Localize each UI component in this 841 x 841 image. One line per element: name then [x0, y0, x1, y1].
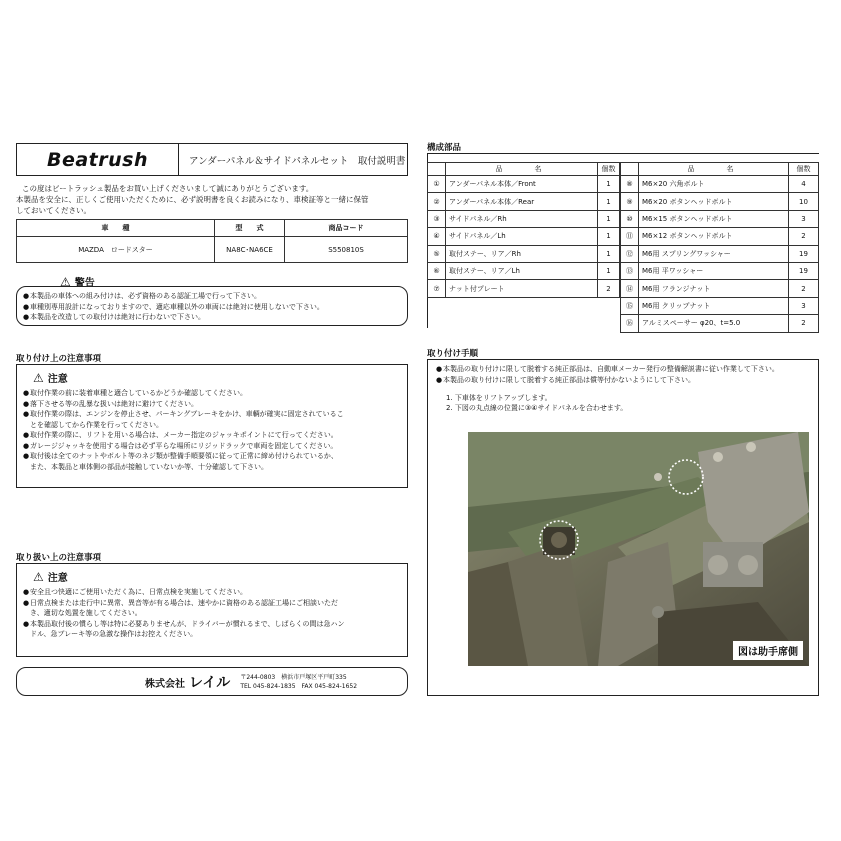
parts-name: アルミスペーサー φ20、t=5.0 [639, 315, 789, 332]
parts-name: M6×12 ボタンヘッドボルト [639, 228, 789, 245]
parts-table-right: 品 名 個数 ⑧ M6×20 六角ボルト 4 ⑨ M6×20 ボタンヘッドボルト 10 ⑩ M6×15 ボタンヘッドボルト 3 ⑪ M6×12 ボタンヘッドボルト 2 ⑫ M6用 スプリングワッシャー 19 ⑬ M6用 平ワッシャー 19 ⑭ M6用 フランジナット 2 ⑮ M6用 クリップナット 3 ⑯ アルミスペーサー φ20、t=5.0 2 [620, 162, 819, 333]
procedure-box: ●本製品の取り付けに限して脱着する純正部品は、自動車メーカー発行の整備解説書に従い作業して下さい。 ●本製品の取り付けに限して脱着する純正部品は償等付かないようにして下さい。 1. 下車体をリフトアップします。 2. 下図の丸点線の位置に③④サイドパネルを合わせます。 [427, 359, 819, 696]
parts-name: M6×20 ボタンヘッドボルト [639, 193, 789, 210]
intro-text: この度はビートラッシュ製品をお買い上げくださいまして誠にありがとうございます。 本製品を安全に、正しくご使用いただくために、必ず説明書を良くお読みになり、車検証等と一緒に保管 しておいてください。 [16, 184, 369, 215]
parts-quantity: 2 [598, 280, 620, 297]
parts-row [428, 193, 620, 210]
parts-name: サイドパネル／Rh [446, 210, 598, 227]
company-box [16, 667, 408, 696]
parts-quantity: 1 [598, 210, 620, 227]
parts-quantity: 2 [789, 228, 819, 245]
caution-triangle-icon: ⚠ [33, 569, 44, 584]
brand-logo: Beatrush [17, 144, 179, 175]
parts-table-left: 品 名 個数 ① アンダーパネル本体／Front 1 ② アンダーパネル本体／Rear 1 ③ サイドパネル／Rh 1 ④ サイドパネル／Lh 1 ⑤ 取付ステー、リア／Rh 1 ⑥ 取付ステー、リア／Lh 1 ⑦ ナット付プレート 2 [427, 162, 620, 298]
parts-row [621, 315, 819, 332]
parts-number: ③ [428, 210, 446, 227]
parts-quantity: 19 [789, 262, 819, 279]
warning-item: ●本製品の車体への組み付けは、必ず資格のある認証工場で行って下さい。 [23, 292, 261, 300]
parts-name: ナット付プレート [446, 280, 598, 297]
handling-caution-box: ⚠ 注意 ●安全且つ快適にご使用いただく為に、日常点検を実施してください。 ●日常点検または走行中に異常、異音等が有る場合は、速やかに資格のある認証工場にご相談いただ き、適切な処置を施してください。 ●本製品取付後の慣らし等は特に必要ありませんが、ドライバーが慣れるまで、しばらくの間は急ハン ドル、急ブレーキ等の急激な操作はお控えください。 [16, 563, 408, 657]
parts-number: ⑭ [621, 280, 639, 297]
company-name: レイル [189, 674, 231, 691]
parts-number: ⑬ [621, 262, 639, 279]
step-2: 2. 下図の丸点線の位置に③④サイドパネルを合わせます。 [446, 404, 628, 412]
parts-number: ⑩ [621, 210, 639, 227]
parts-number: ⑮ [621, 297, 639, 314]
parts-section-title: 構成部品 [427, 141, 502, 154]
parts-number: ⑧ [621, 176, 639, 193]
parts-name: M6×20 六角ボルト [639, 176, 789, 193]
parts-row [621, 262, 819, 279]
warning-triangle-icon: ⚠ [60, 274, 71, 289]
parts-name: サイドパネル／Lh [446, 228, 598, 245]
underbody-photo [468, 432, 809, 666]
parts-quantity: 2 [789, 315, 819, 332]
warning-header: ⚠ 警告 [60, 274, 95, 289]
parts-quantity: 1 [598, 176, 620, 193]
parts-row [428, 176, 620, 193]
warning-item: ●本製品を改造しての取付けは絶対に行わないで下さい。 [23, 313, 205, 321]
parts-name: M6用 スプリングワッシャー [639, 245, 789, 262]
parts-number: ⑤ [428, 245, 446, 262]
parts-row [428, 262, 620, 279]
product-code: S550810S [285, 237, 408, 263]
parts-row [428, 228, 620, 245]
warning-item: ●車種別専用設計になっておりますので、適応車種以外の車両には絶対に使用しないで下さい。 [23, 302, 324, 311]
parts-number: ⑥ [428, 262, 446, 279]
parts-number: ⑨ [621, 193, 639, 210]
parts-name: M6×15 ボタンヘッドボルト [639, 210, 789, 227]
parts-quantity: 3 [789, 210, 819, 227]
parts-name: 取付ステー、リア／Lh [446, 262, 598, 279]
title-banner [16, 143, 408, 176]
parts-quantity: 2 [789, 280, 819, 297]
parts-name: M6用 平ワッシャー [639, 262, 789, 279]
parts-quantity: 10 [789, 193, 819, 210]
document-title: アンダーパネル＆サイドパネルセット 取付説明書 [189, 155, 406, 167]
parts-name: M6用 クリップナット [639, 297, 789, 314]
parts-quantity: 3 [789, 297, 819, 314]
parts-row [621, 176, 819, 193]
parts-name: アンダーパネル本体／Rear [446, 193, 598, 210]
install-caution-box: ⚠ 注意 ●取付作業の前に装着車種と適合しているかどうか確認してください。 ●落下させる等の乱暴な扱いは絶対に避けてください。 ●取付作業の際は、エンジンを停止させ、パーキングブレーキをかけ、車輌が確実に固定されているこ とを確認してから作業を行ってください。 ●取付作業の際に、リフトを用いる場合は、メーカー指定のジャッキポイントにて行ってください。 ●ガレージジャッキを使用する場合は必ず平らな場所にリジッドラックで車両を固定してください。 ●取付後は全てのナットやボルト等のネジ類が整備手順要領に従って正常に締め付けられているか、 また、本製品と車体側の部品が接触していないか等、十分確認して下さい。 [16, 364, 408, 488]
parts-quantity: 1 [598, 245, 620, 262]
parts-number: ④ [428, 228, 446, 245]
parts-number: ⑦ [428, 280, 446, 297]
parts-name: 取付ステー、リア／Rh [446, 245, 598, 262]
parts-quantity: 1 [598, 193, 620, 210]
parts-row [621, 210, 819, 227]
parts-number: ⑫ [621, 245, 639, 262]
parts-row [428, 210, 620, 227]
parts-row [621, 297, 819, 314]
parts-row [621, 193, 819, 210]
parts-number: ① [428, 176, 446, 193]
parts-quantity: 1 [598, 228, 620, 245]
parts-row [621, 228, 819, 245]
parts-quantity: 4 [789, 176, 819, 193]
warning-box [16, 286, 408, 326]
install-caution-section-title: 取り付け上の注意事項 [16, 352, 131, 365]
parts-name: M6用 フランジナット [639, 280, 789, 297]
parts-number: ② [428, 193, 446, 210]
parts-name: アンダーパネル本体／Front [446, 176, 598, 193]
parts-row [621, 245, 819, 262]
parts-number: ⑯ [621, 315, 639, 332]
parts-quantity: 1 [598, 262, 620, 279]
vehicle-car: MAZDA ロードスター [17, 237, 215, 263]
photo-caption: 図は助手席側 [733, 641, 803, 660]
step-1: 1. 下車体をリフトアップします。 [446, 394, 552, 402]
vehicle-table: 車 種 型 式 商品コード MAZDA ロードスター NA8C･NA6CE S550810S [16, 219, 408, 263]
company-tel: TEL 045-824-1835 FAX 045-824-1652 [240, 682, 358, 690]
company-label: 株式会社 [145, 678, 185, 690]
caution-triangle-icon: ⚠ [33, 370, 44, 385]
parts-row [428, 280, 620, 297]
parts-number: ⑪ [621, 228, 639, 245]
company-address: 〒244-0803 横浜市戸塚区平戸町335 [240, 673, 347, 681]
parts-row [428, 245, 620, 262]
handling-caution-section-title: 取り扱い上の注意事項 [16, 551, 131, 564]
parts-row [621, 280, 819, 297]
vehicle-model: NA8C･NA6CE [215, 237, 285, 263]
parts-quantity: 19 [789, 245, 819, 262]
procedure-section-title: 取り付け手順 [427, 347, 515, 360]
